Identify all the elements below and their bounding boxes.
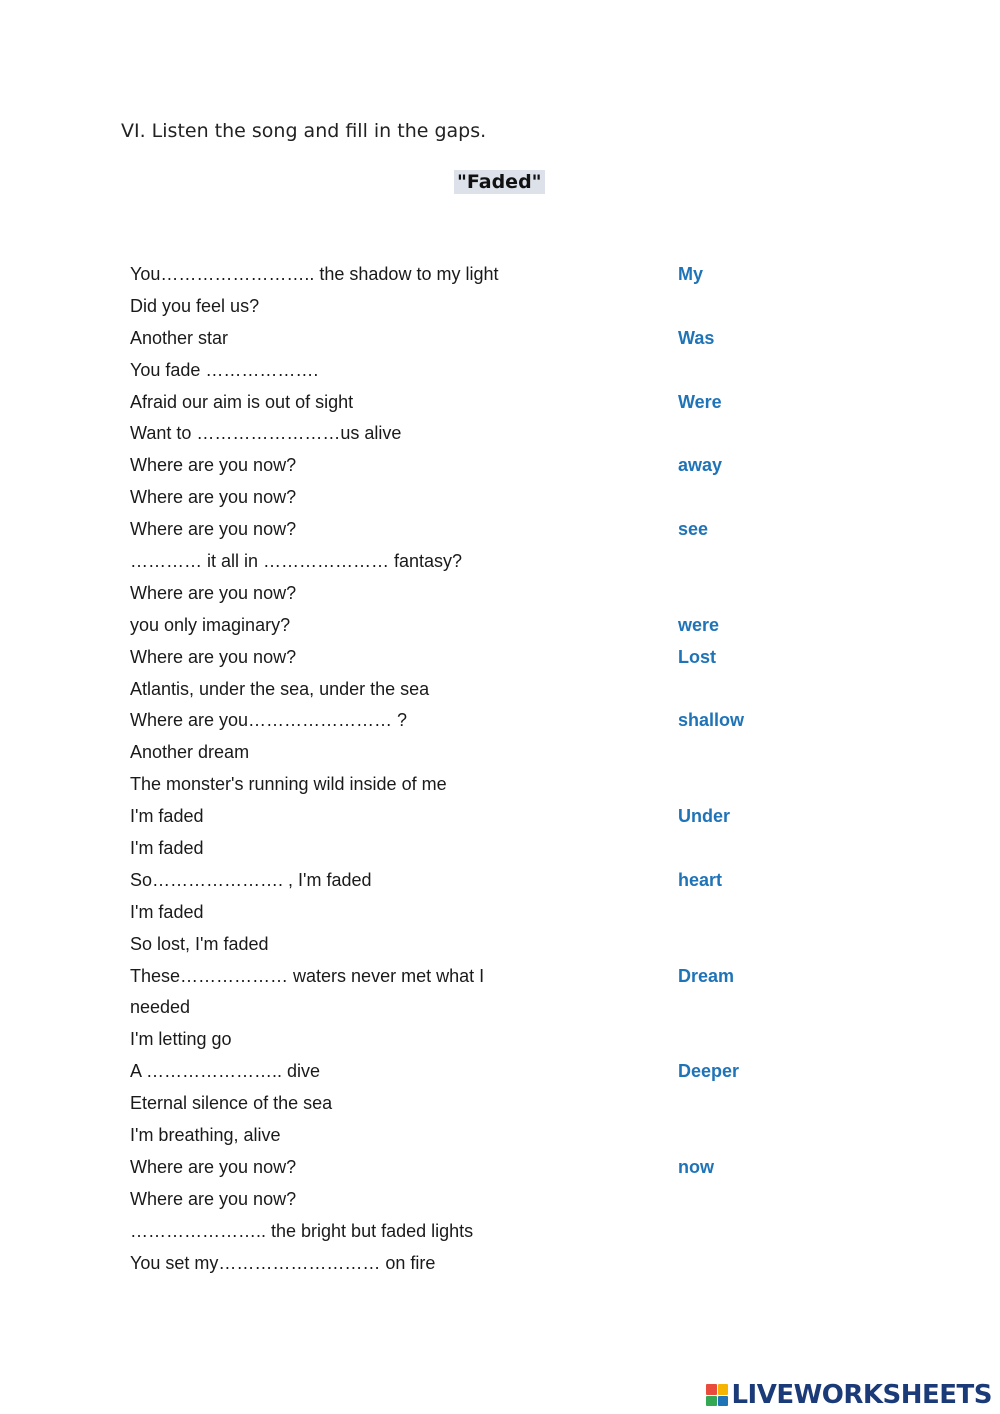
- lyric-line: Where are you now?: [130, 1156, 297, 1177]
- word-bank-spacer: [678, 833, 878, 865]
- word-bank-spacer: [678, 355, 878, 387]
- lyric-line: Eternal silence of the sea: [130, 1093, 333, 1114]
- word-bank-item[interactable]: shallow: [678, 710, 745, 731]
- word-bank-spacer: [678, 1184, 878, 1216]
- word-bank-item[interactable]: now: [678, 1156, 714, 1177]
- word-bank-spacer: [678, 1248, 878, 1280]
- lyrics-column: [130, 259, 670, 1280]
- word-bank-item[interactable]: see: [678, 519, 709, 540]
- instruction-text: VI. Listen the song and fill in the gaps.: [121, 120, 487, 142]
- word-bank-spacer: [678, 929, 878, 961]
- lyric-line: Another star: [130, 327, 229, 348]
- lyric-line: Where are you…………………… ?: [130, 710, 408, 731]
- song-title: "Faded": [454, 170, 545, 194]
- word-bank-spacer: [678, 897, 878, 929]
- word-bank-spacer: [678, 546, 878, 578]
- lyric-line: Where are you now?: [130, 646, 297, 667]
- lyric-line: I'm breathing, alive: [130, 1125, 281, 1146]
- lyric-line: Did you feel us?: [130, 295, 260, 316]
- lyric-line: You…………………….. the shadow to my light: [130, 264, 499, 284]
- word-bank-item[interactable]: away: [678, 455, 723, 476]
- lyric-line: ………………….. the bright but faded lights: [130, 1220, 474, 1241]
- lyric-line: Where are you now?: [130, 519, 297, 540]
- lyric-line: Want to ……………………us alive: [130, 423, 402, 444]
- word-bank-spacer: [678, 1120, 878, 1152]
- word-bank-spacer: [678, 1088, 878, 1120]
- liveworksheets-logo-icon: [706, 1384, 728, 1406]
- lyric-line: Where are you now?: [130, 582, 297, 603]
- word-bank-spacer: [678, 992, 878, 1024]
- lyric-line: You set my……………………… on fire: [130, 1252, 436, 1273]
- word-bank-item[interactable]: Were: [678, 391, 722, 412]
- lyric-line: needed: [130, 997, 191, 1018]
- word-bank-item[interactable]: Under: [678, 806, 731, 827]
- lyric-line: Another dream: [130, 742, 250, 763]
- lyric-line: Where are you now?: [130, 1188, 297, 1209]
- word-bank-spacer: [678, 737, 878, 769]
- word-bank-item[interactable]: were: [678, 614, 720, 635]
- word-bank-item[interactable]: Was: [678, 327, 715, 348]
- logo-text: LIVEWORKSHEETS: [731, 1380, 992, 1410]
- lyric-line: I'm letting go: [130, 1029, 232, 1050]
- lyric-line: You fade ……………….: [130, 359, 319, 380]
- word-bank-item[interactable]: Lost: [678, 646, 716, 667]
- lyric-line: So lost, I'm faded: [130, 933, 269, 954]
- word-bank-spacer: [678, 578, 878, 610]
- word-bank-spacer: [678, 418, 878, 450]
- word-bank-item[interactable]: Dream: [678, 965, 735, 986]
- lyric-line: These……………… waters never met what I: [130, 965, 485, 986]
- lyric-line: I'm faded: [130, 901, 204, 922]
- lyric-line: Atlantis, under the sea, under the sea: [130, 678, 430, 699]
- word-bank-item[interactable]: My: [678, 264, 704, 284]
- word-bank-spacer: [678, 291, 878, 323]
- word-bank-spacer: [678, 482, 878, 514]
- lyric-line: The monster's running wild inside of me: [130, 774, 447, 795]
- lyric-line: A ………………….. dive: [130, 1061, 321, 1082]
- lyric-line: I'm faded: [130, 806, 204, 827]
- lyric-line: So…………………. , I'm faded: [130, 869, 372, 890]
- lyric-line: Where are you now?: [130, 455, 297, 476]
- word-bank-spacer: [678, 1024, 878, 1056]
- word-bank-spacer: [678, 1216, 878, 1248]
- lyric-line: Afraid our aim is out of sight: [130, 391, 354, 412]
- word-bank-column: [678, 259, 878, 1280]
- lyric-line: you only imaginary?: [130, 614, 291, 635]
- lyric-line: Where are you now?: [130, 487, 297, 508]
- liveworksheets-logo: [706, 1380, 992, 1410]
- lyric-line: I'm faded: [130, 838, 204, 859]
- word-bank-spacer: [678, 769, 878, 801]
- lyric-line: ………… it all in ………………… fantasy?: [130, 551, 463, 572]
- word-bank-item[interactable]: Deeper: [678, 1061, 740, 1082]
- word-bank-spacer: [678, 674, 878, 706]
- word-bank-item[interactable]: heart: [678, 869, 723, 890]
